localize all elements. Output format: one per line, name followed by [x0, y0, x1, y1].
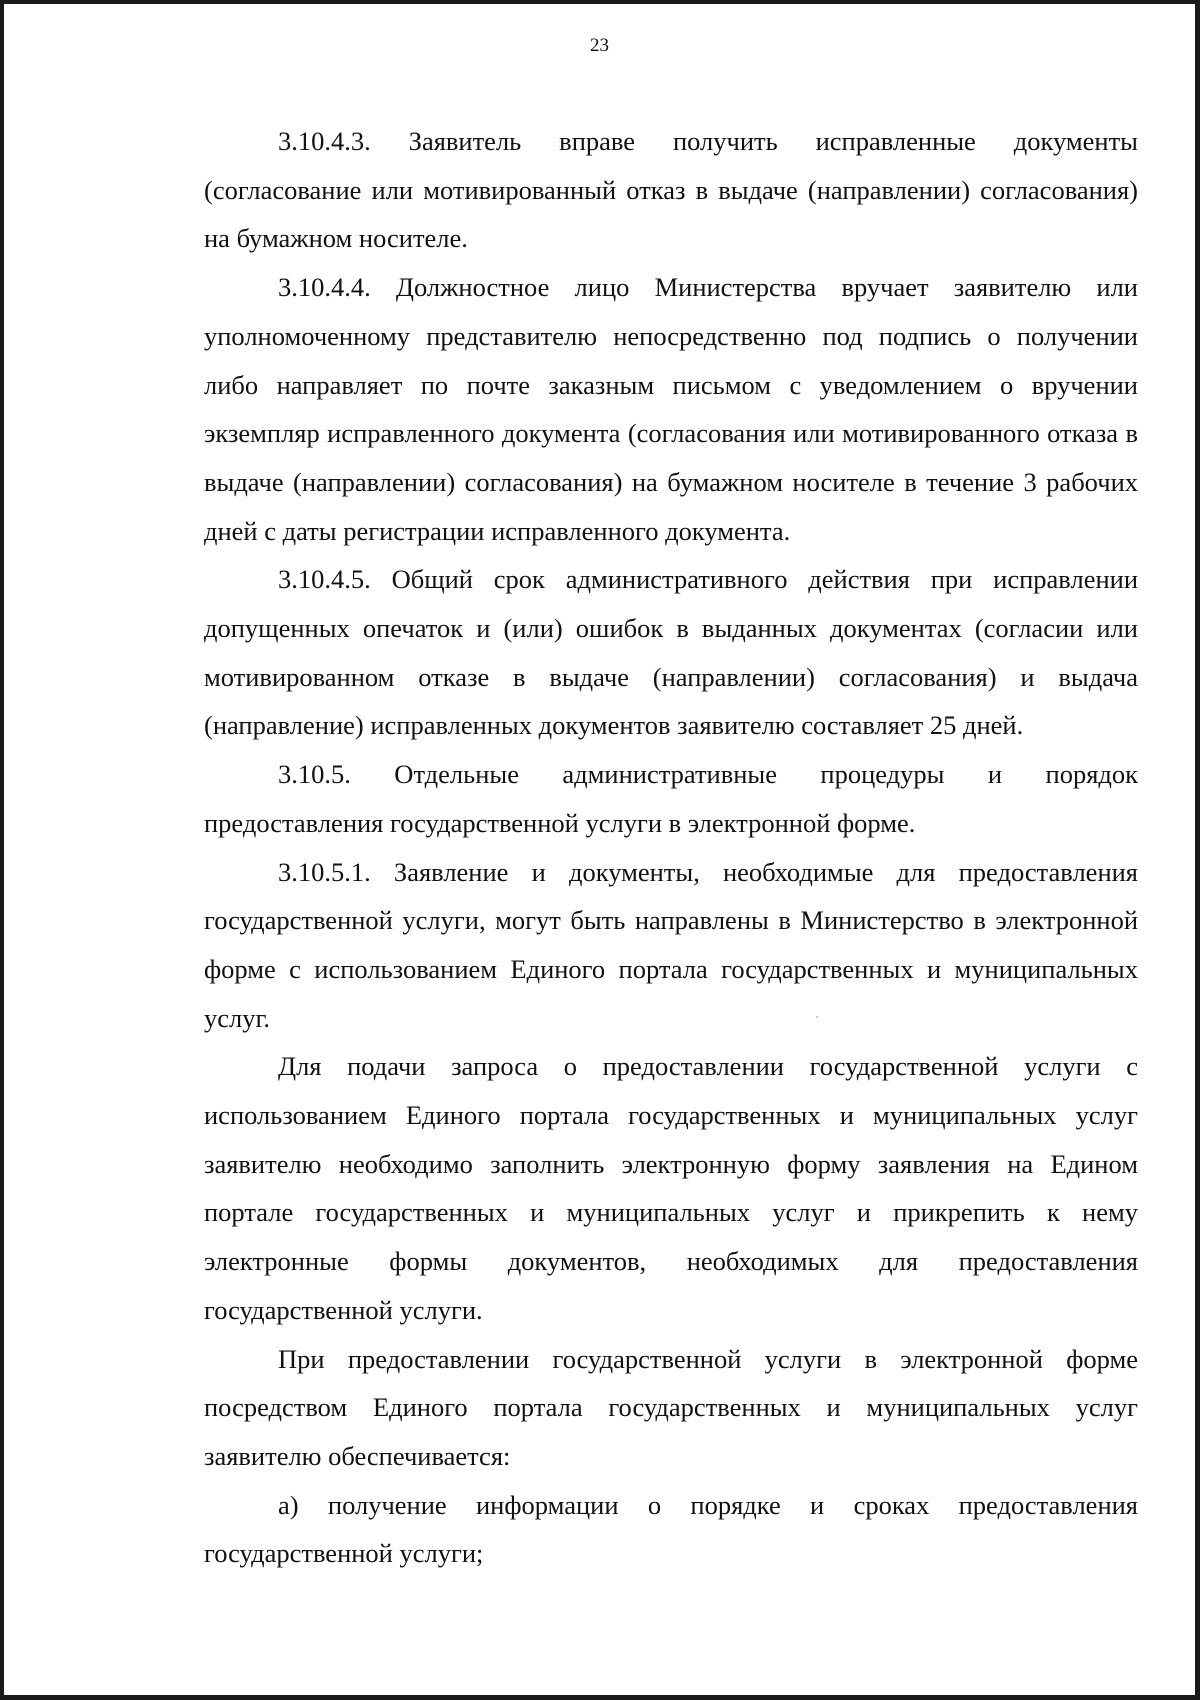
paragraph-3-10-5: 3.10.5. Отдельные административные процедуры и порядок предоставления государственной услуги в электронной форме. [204, 759, 1138, 838]
scan-speck [816, 1016, 818, 1018]
paragraph-3-10-4-3: 3.10.4.3. Заявитель вправе получить исправленные документы (согласование или мотивированный отказ в выдаче (направлении) согласования) на бумажном носителе. [204, 126, 1138, 254]
paragraph-3-10-4-5: 3.10.4.5. Общий срок административного действия при исправлении допущенных опечаток и (или) ошибок в выданных документах (согласии или мотивированном отказе в выдаче (направлении) согласования) и выдача (направление) исправленных документов заявителю составляет 25 дней. [204, 564, 1138, 741]
page-number: 23 [590, 35, 609, 56]
document-body [204, 117, 1138, 1578]
paragraph-electronic-provision: При предоставлении государственной услуги в электронной форме посредством Единого портала государственных и муниципальных услуг заявителю обеспечивается: [204, 1343, 1138, 1471]
paragraph-3-10-4-4: 3.10.4.4. Должностное лицо Министерства вручает заявителю или уполномоченному представителю непосредственно под подпись о получении либо направляет по почте заказным письмом с уведомлением о вручении экземпляр исправленного документа (согласования или мотивированного отказа в выдаче (направлении) согласования) на бумажном носителе в течение 3 рабочих дней с даты регистрации исправленного документа. [204, 272, 1138, 546]
paragraph-submission-instructions: Для подачи запроса о предоставлении государственной услуги с использованием Единого портала государственных и муниципальных услуг заявителю необходимо заполнить электронную форму заявления на Едином портале государственных и муниципальных услуг и прикрепить к нему электронные формы документов, необходимых для предоставления государственной услуги. [204, 1051, 1138, 1325]
list-item-a: а) получение информации о порядке и сроках предоставления государственной услуги; [204, 1489, 1138, 1569]
paragraph-3-10-5-1: 3.10.5.1. Заявление и документы, необходимые для предоставления государственной услуги, могут быть направлены в Министерство в электронной форме с использованием Единого портала государственных и муниципальных услуг. [204, 856, 1138, 1033]
